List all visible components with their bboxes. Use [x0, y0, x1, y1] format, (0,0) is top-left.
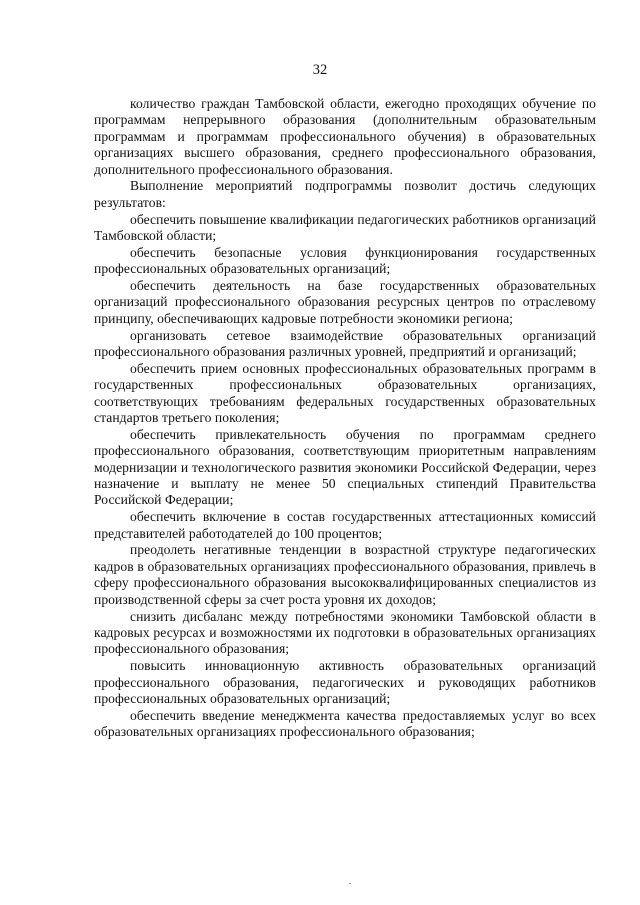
- paragraph-quality-management: обеспечить введение менеджмента качества предоставляемых услуг во всех образовательных организациях профессионального образования;: [94, 707, 596, 740]
- page-number: 32: [312, 62, 328, 78]
- scan-speck: [349, 883, 351, 884]
- paragraph-attractiveness: обеспечить привлекательность обучения по программам среднего профессионального образования, соответствующим приоритетным направлениям модернизации и технологического развития экономики Российской Федерации, через назначение и выплату не менее 50 специальных стипендий Правительства Российской Федерации;: [94, 426, 596, 508]
- paragraph-employer-commissions: обеспечить включение в состав государственных аттестационных комиссий представителей работодателей до 100 процентов;: [94, 509, 596, 541]
- paragraph-resource-centers: обеспечить деятельность на базе государственных образовательных организаций профессионального образования ресурсных центров по отраслевому принципу, обеспечивающих кадровые потребности экономики региона;: [94, 278, 596, 326]
- paragraph-program-admission: обеспечить прием основных профессиональных образовательных программ в государственных профессиональных образовательных организациях, соответствующих требованиям федеральных государственных образовательных стандартов третьего поколения;: [94, 360, 596, 426]
- paragraph-staff-trends: преодолеть негативные тенденции в возрастной структуре педагогических кадров в образовательных организациях профессионального образования, привлечь в сферу профессионального образования высококвалифицированных специалистов из производственной сферы за счет роста уровня их доходов;: [94, 542, 596, 607]
- paragraph-teacher-qualification: обеспечить повышение квалификации педагогических работников организаций Тамбовской области;: [94, 211, 596, 244]
- paragraph-trainees-count: количество граждан Тамбовской области, ежегодно проходящих обучение по программам непрерывного образования (дополнительным образовательным программам и программам профессионального обучения) в образовательных организациях высшего образования, среднего профессионального образования, дополнительного профессионального образования.: [94, 96, 596, 177]
- paragraph-safe-conditions: обеспечить безопасные условия функционирования государственных профессиональных образовательных организаций;: [94, 244, 596, 277]
- paragraph-labor-imbalance: снизить дисбаланс между потребностями экономики Тамбовской области в кадровых ресурсах и возможностями их подготовки в образовательных организациях профессионального образования;: [94, 608, 596, 657]
- body-text: [94, 96, 596, 741]
- paragraph-results-intro: Выполнение мероприятий подпрограммы позволит достичь следующих результатов:: [94, 178, 596, 210]
- paragraph-network-interaction: организовать сетевое взаимодействие образовательных организаций профессионального образования различных уровней, предприятий и организаций;: [94, 327, 596, 360]
- paragraph-innovation-activity: повысить инновационную активность образовательных организаций профессионального образования, педагогических и руководящих работников профессиональных образовательных организаций;: [94, 658, 596, 706]
